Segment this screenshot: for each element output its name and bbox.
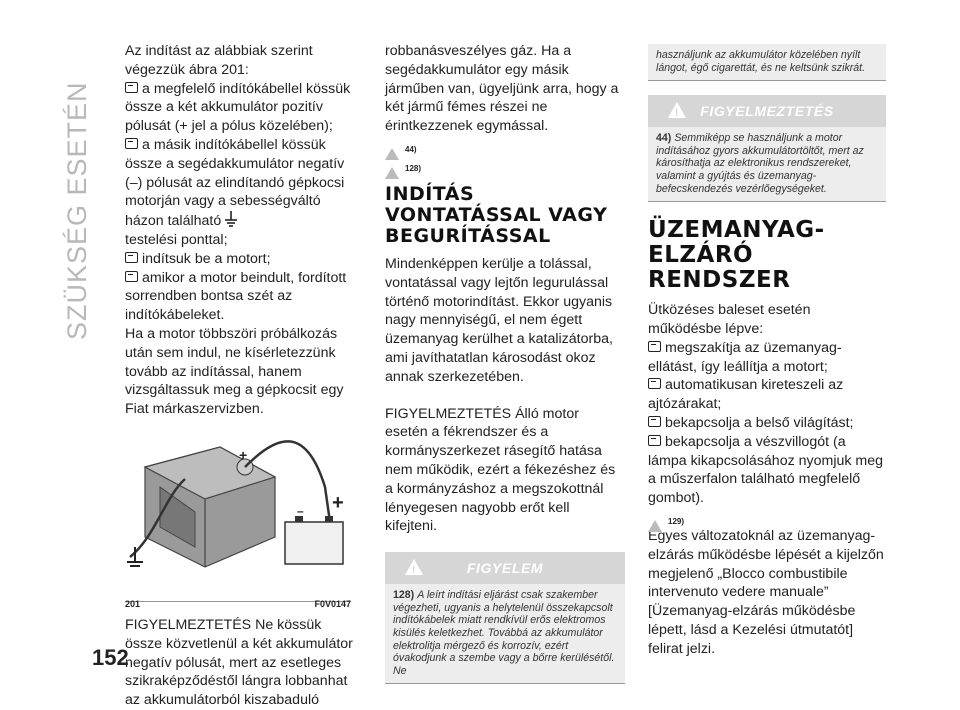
checkbox-bullet-icon bbox=[648, 378, 661, 389]
column-1 bbox=[125, 42, 361, 710]
caution-text: Semmiképp se használjunk a motor indításához gyors akkumulátortöltőt, mert az károsíthatja az elektronikus rendszereket, valamint a gyújtás és üzemanyag-befecskendezés vezérlőegységeket. bbox=[656, 132, 864, 195]
paragraph: Egyes változatoknál az üzemanyag-elzárás működésbe lépését a kijelzőn megjelenő „Blocco combustibile intervenuto vedere manuale” [Üzemanyag-elzárás működésbe lépett, lásd a Kezelési útmutatót] felirat jelzi. bbox=[648, 527, 884, 657]
warning-triangle-icon bbox=[385, 167, 399, 179]
svg-text:–: – bbox=[297, 503, 304, 518]
warning-band bbox=[385, 552, 625, 584]
checkbox-bullet-icon bbox=[125, 271, 138, 282]
warning-text: A leírt indítási eljárást csak szakember végezheti, ugyanis a helytelenül összekapcsolt indítókábelek miatt rendkívül erős elektromos kisülés keletkezhet. Továbbá az akkumulátor elektrolitja mérgező és korrozív, ezért óvakodjunk a szembe vagy a bőrre kerülésétől. Ne bbox=[393, 589, 615, 677]
list-item: bekapcsolja a vészvillogót (a lámpa kikapcsolásához nyomjuk meg a műszerfalon található megfelelő gombot). bbox=[648, 433, 883, 507]
checkbox-bullet-icon bbox=[648, 435, 661, 446]
checkbox-bullet-icon bbox=[125, 252, 138, 263]
warning-box-continued: használjunk az akkumulátor közelében nyílt lángot, égő cigarettát, és ne keltsünk szikrát. bbox=[648, 44, 886, 81]
warning-triangle-icon: ! bbox=[668, 102, 686, 118]
reference-marker: 44) bbox=[385, 139, 625, 155]
intro-text: Ütközéses baleset esetén működésbe lépve: bbox=[648, 302, 811, 337]
list-item: bekapcsolja a belső világítást; bbox=[648, 414, 886, 433]
warning-triangle-icon bbox=[648, 520, 662, 532]
battery-illustration bbox=[125, 427, 351, 587]
list-item: a megfelelő indítókábellel kössük össze a két akkumulátor pozitív pólusát (+ jel a pólus közelében); bbox=[125, 80, 351, 135]
checkbox-bullet-icon bbox=[125, 82, 138, 93]
list-item: indítsuk be a motort; bbox=[125, 250, 361, 269]
list-item: a másik indítókábellel kössük össze a segédakkumulátor negatív (–) pólusát az elindítandó gépkocsi motorján vagy a sebességváltó házon található testelési ponttal; bbox=[125, 136, 345, 248]
warning-box bbox=[385, 584, 625, 684]
svg-text:+: + bbox=[239, 446, 248, 463]
figure-code: F0V0147 bbox=[314, 598, 351, 609]
section-heading: ÜZEMANYAG-ELZÁRÓ RENDSZER bbox=[648, 217, 825, 294]
section-heading: INDÍTÁS VONTATÁSSAL VAGY BEGURÍTÁSSAL bbox=[385, 182, 608, 247]
caution-band bbox=[648, 95, 886, 127]
figure-caption bbox=[125, 595, 351, 614]
caution-number: 44) bbox=[656, 132, 672, 145]
list-item: amikor a motor beindult, fordított sorrendben bontsa szét az indítókábeleket. bbox=[125, 269, 347, 324]
paragraph: robbanásveszélyes gáz. Ha a segédakkumulátor egy másik járműben van, ügyeljünk arra, hogy a két jármű fémes részei ne érintkezzenek egymással. bbox=[385, 43, 619, 135]
svg-text:+: + bbox=[332, 491, 344, 514]
paragraph: FIGYELMEZTETÉS Álló motor esetén a fékrendszer és a kormányszerkezet rásegítő hatása nem működik, ezért a fékezéshez és a kormányzáshoz a megszokottnál lényegesen nagyobb erőt kell kifejteni. bbox=[385, 405, 616, 535]
warning-number: 128) bbox=[393, 589, 415, 602]
warning-band-label: FIGYELEM bbox=[466, 559, 544, 576]
intro-text: Az indítást az alábbiak szerint végezzük ábra 201: bbox=[125, 43, 313, 78]
column-3 bbox=[648, 42, 886, 659]
ground-symbol-icon bbox=[225, 211, 237, 227]
warning-triangle-icon: ! bbox=[405, 559, 423, 575]
paragraph: Mindenképpen kerülje a tolással, vontatással vagy lejtőn legurulással történő motorindítást. Ekkor ugyanis nagy mennyiségű, el nem égett üzemanyag kerülhet a katalizátorba, ami javíthatatlan károsodást okoz annak szerkezetében. bbox=[385, 255, 613, 385]
caution-box bbox=[648, 127, 886, 202]
page-number: 152 bbox=[92, 645, 129, 670]
checkbox-bullet-icon bbox=[648, 416, 661, 427]
caution-band-label: FIGYELMEZTETÉS bbox=[700, 102, 834, 119]
paragraph: Ha a motor többszöri próbálkozás után sem indul, ne kísérletezzünk tovább az indítással, hanem vizsgáltassuk meg a gépkocsit egy Fiat márkaszervizben. bbox=[125, 325, 344, 418]
warning-triangle-icon bbox=[385, 148, 399, 160]
list-item: megszakítja az üzemanyag-ellátást, így leállítja a motort; bbox=[648, 339, 842, 375]
list-item: automatikusan kireteszeli az ajtózárakat; bbox=[648, 377, 844, 413]
reference-marker: 128) bbox=[385, 158, 625, 174]
column-2 bbox=[385, 42, 625, 684]
paragraph: FIGYELMEZTETÉS Ne kössük össze közvetlenül a két akkumulátor negatív pólusát, mert az esetleges szikraképződéstől lángra lobbanhat az akkumulátorból kiszabaduló bbox=[125, 616, 353, 709]
checkbox-bullet-icon bbox=[648, 341, 661, 352]
checkbox-bullet-icon bbox=[125, 138, 138, 149]
section-side-title: SZÜKSÉG ESETÉN bbox=[62, 81, 92, 340]
figure-number: 201 bbox=[125, 598, 141, 609]
battery-jumpstart-figure bbox=[125, 427, 351, 609]
reference-marker: 129) bbox=[648, 511, 886, 527]
